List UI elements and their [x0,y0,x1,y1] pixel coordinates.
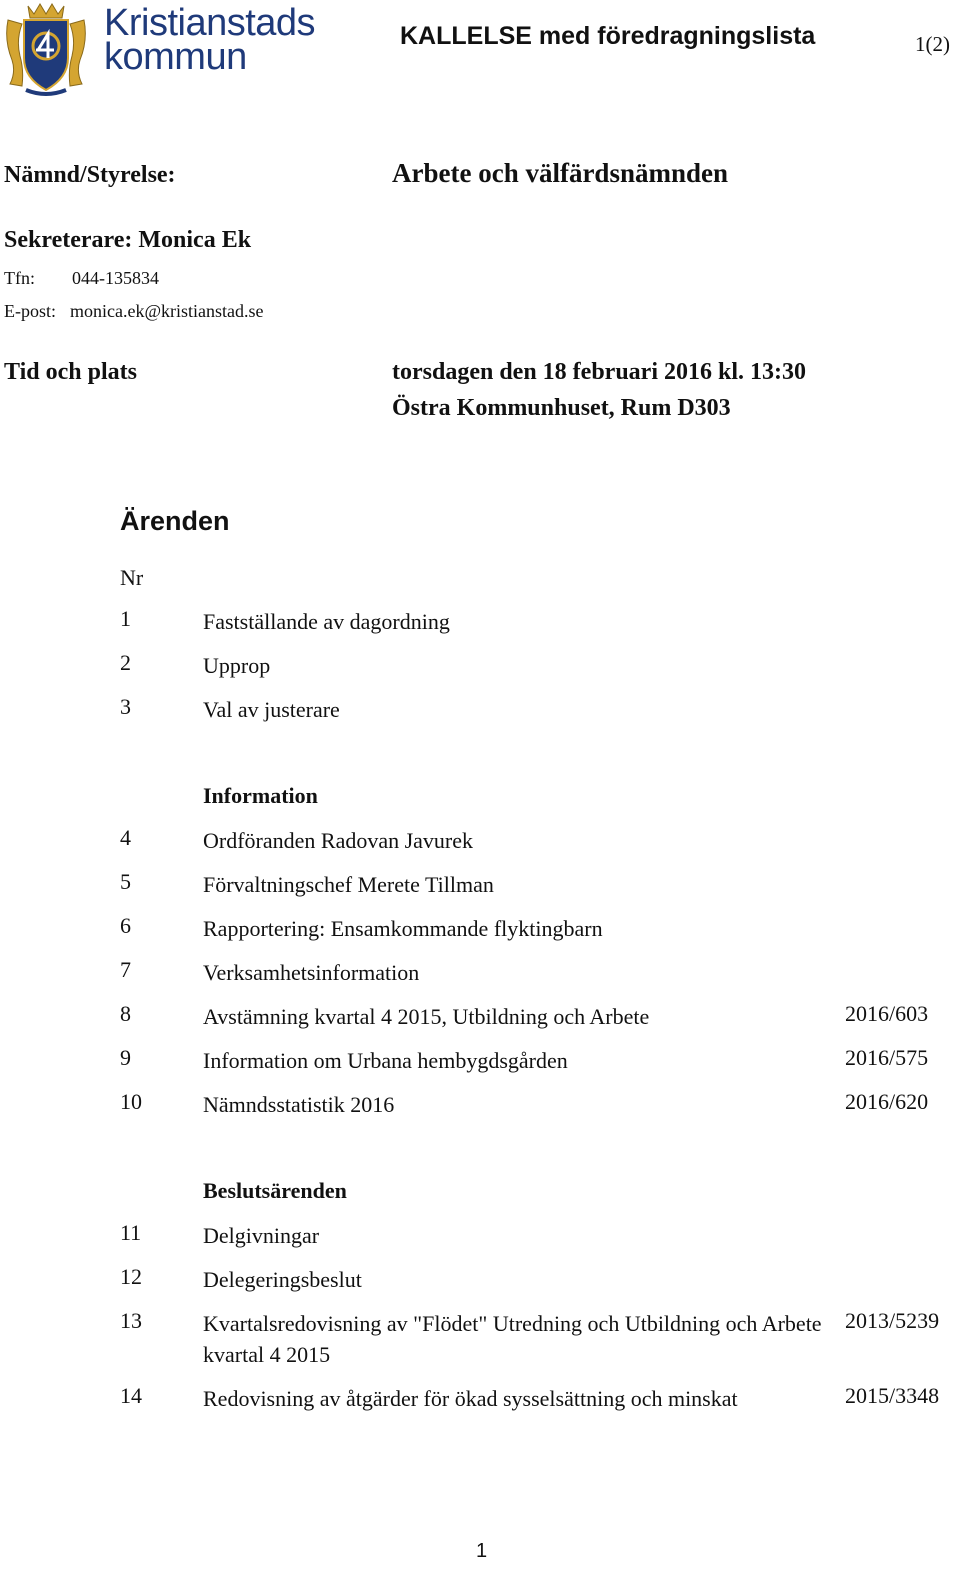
agenda-item-number: 10 [120,1089,142,1114]
agenda-item-title: Nämndsstatistik 2016 [203,1092,395,1117]
agenda-item-title: Avstämning kvartal 4 2015, Utbildning och Arbete [203,1004,650,1029]
agenda-item-number: 9 [120,1045,131,1070]
agenda-item-number: 12 [120,1264,142,1289]
document-title: KALLELSE med föredragningslista [400,22,816,50]
agenda-item-number: 14 [120,1383,142,1408]
phone-label: Tfn: [4,268,35,288]
agenda-item-title: Delgivningar [203,1223,320,1248]
email-value: monica.ek@kristianstad.se [70,301,264,321]
place-value: Östra Kommunhuset, Rum D303 [392,395,731,421]
agenda-item-reference: 2016/620 [845,1089,929,1114]
information-heading: Information [203,783,318,808]
agenda-item-title: Rapportering: Ensamkommande flyktingbarn [203,916,603,941]
agenda-item-number: 11 [120,1220,142,1245]
agenda-item-title: Verksamhetsinformation [203,960,420,985]
page-indicator: 1(2) [915,32,950,56]
board-label: Nämnd/Styrelse: [4,162,176,188]
agenda-item-reference: 2016/603 [845,1001,929,1026]
agenda-item-title: Redovisning av åtgärder för ökad sysselsättning och minskat [203,1386,738,1411]
agenda-item-number: 5 [120,869,131,894]
email-label: E-post: [4,301,56,321]
time-label: Tid och plats [4,359,137,385]
agenda-item-title: Delegeringsbeslut [203,1267,362,1292]
agenda-item-title: Upprop [203,653,271,678]
organization-name [104,2,316,78]
agenda-item-number: 13 [120,1308,142,1333]
agenda-item-number: 4 [120,825,131,850]
agenda-heading: Ärenden [120,506,230,536]
secretary: Sekreterare: Monica Ek [4,227,252,253]
footer-page-number: 1 [476,1540,488,1562]
municipality-crest-logo [4,0,88,98]
agenda-item-title: Information om Urbana hembygdsgården [203,1048,568,1073]
agenda-item-title: Fastställande av dagordning [203,609,450,634]
phone-value: 044-135834 [72,268,159,288]
agenda-item-title: Förvaltningschef Merete Tillman [203,872,494,897]
agenda-item-title: Kvartalsredovisning av "Flödet" Utredning och Utbildning och Arbete kvartal 4 2015 [203,1311,822,1367]
agenda-item-number: 7 [120,957,131,982]
board-value: Arbete och välfärdsnämnden [392,158,728,188]
agenda-item-number: 1 [120,606,131,631]
org-line-1: Kristianstads [104,2,316,44]
agenda-item-reference: 2013/5239 [845,1308,940,1333]
agenda-item-number: 8 [120,1001,131,1026]
agenda-item-title: Val av justerare [203,697,340,722]
agenda-item-reference: 2016/575 [845,1045,929,1070]
agenda-item-reference: 2015/3348 [845,1383,940,1408]
decision-heading: Beslutsärenden [203,1178,347,1203]
nr-column-header: Nr [120,565,144,590]
agenda-item-number: 6 [120,913,131,938]
time-value: torsdagen den 18 februari 2016 kl. 13:30 [392,359,806,385]
agenda-item-number: 3 [120,694,131,719]
agenda-item-title: Ordföranden Radovan Javurek [203,828,474,853]
agenda-item-number: 2 [120,650,131,675]
org-line-2: kommun [104,36,247,78]
